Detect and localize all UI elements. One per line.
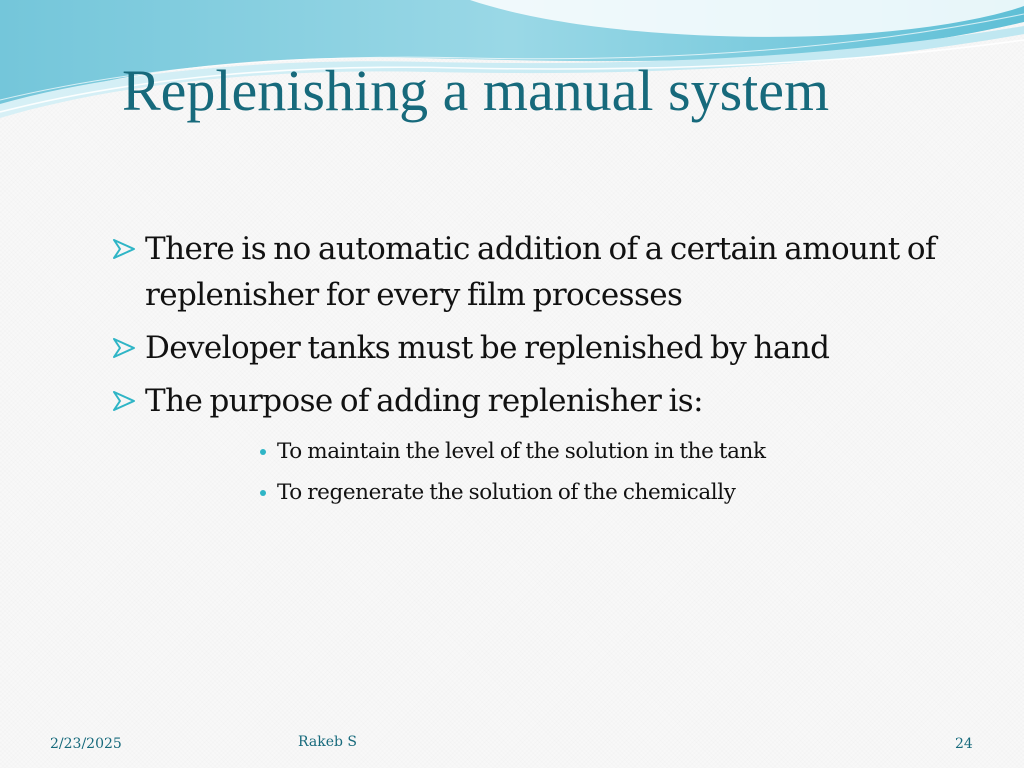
- bullet-item: [112, 378, 972, 424]
- sub-bullet-item: [260, 431, 972, 472]
- sub-bullet-text: To regenerate the solution of the chemically: [277, 480, 736, 505]
- dot-bullet-icon: [260, 490, 266, 496]
- sub-bullet-item: [260, 472, 972, 513]
- arrow-bullet-icon: [112, 239, 136, 259]
- arrow-bullet-icon: [112, 391, 136, 411]
- bullet-item: [112, 226, 972, 318]
- slide-title: Replenishing a manual system: [122, 58, 830, 123]
- bullet-text: The purpose of adding replenisher is:: [145, 383, 703, 419]
- arrow-bullet-icon: [112, 338, 136, 358]
- footer-author: Rakeb S: [298, 734, 357, 750]
- bullet-item: [112, 325, 972, 371]
- footer-date: 2/23/2025: [50, 736, 122, 752]
- footer-page-number: 24: [955, 736, 973, 752]
- bullet-text: There is no automatic addition of a certain amount of replenisher for every film processes: [145, 231, 936, 313]
- bullet-list: [112, 226, 972, 513]
- dot-bullet-icon: [260, 449, 266, 455]
- bullet-text: Developer tanks must be replenished by hand: [145, 330, 830, 366]
- sub-bullet-text: To maintain the level of the solution in the tank: [277, 439, 766, 464]
